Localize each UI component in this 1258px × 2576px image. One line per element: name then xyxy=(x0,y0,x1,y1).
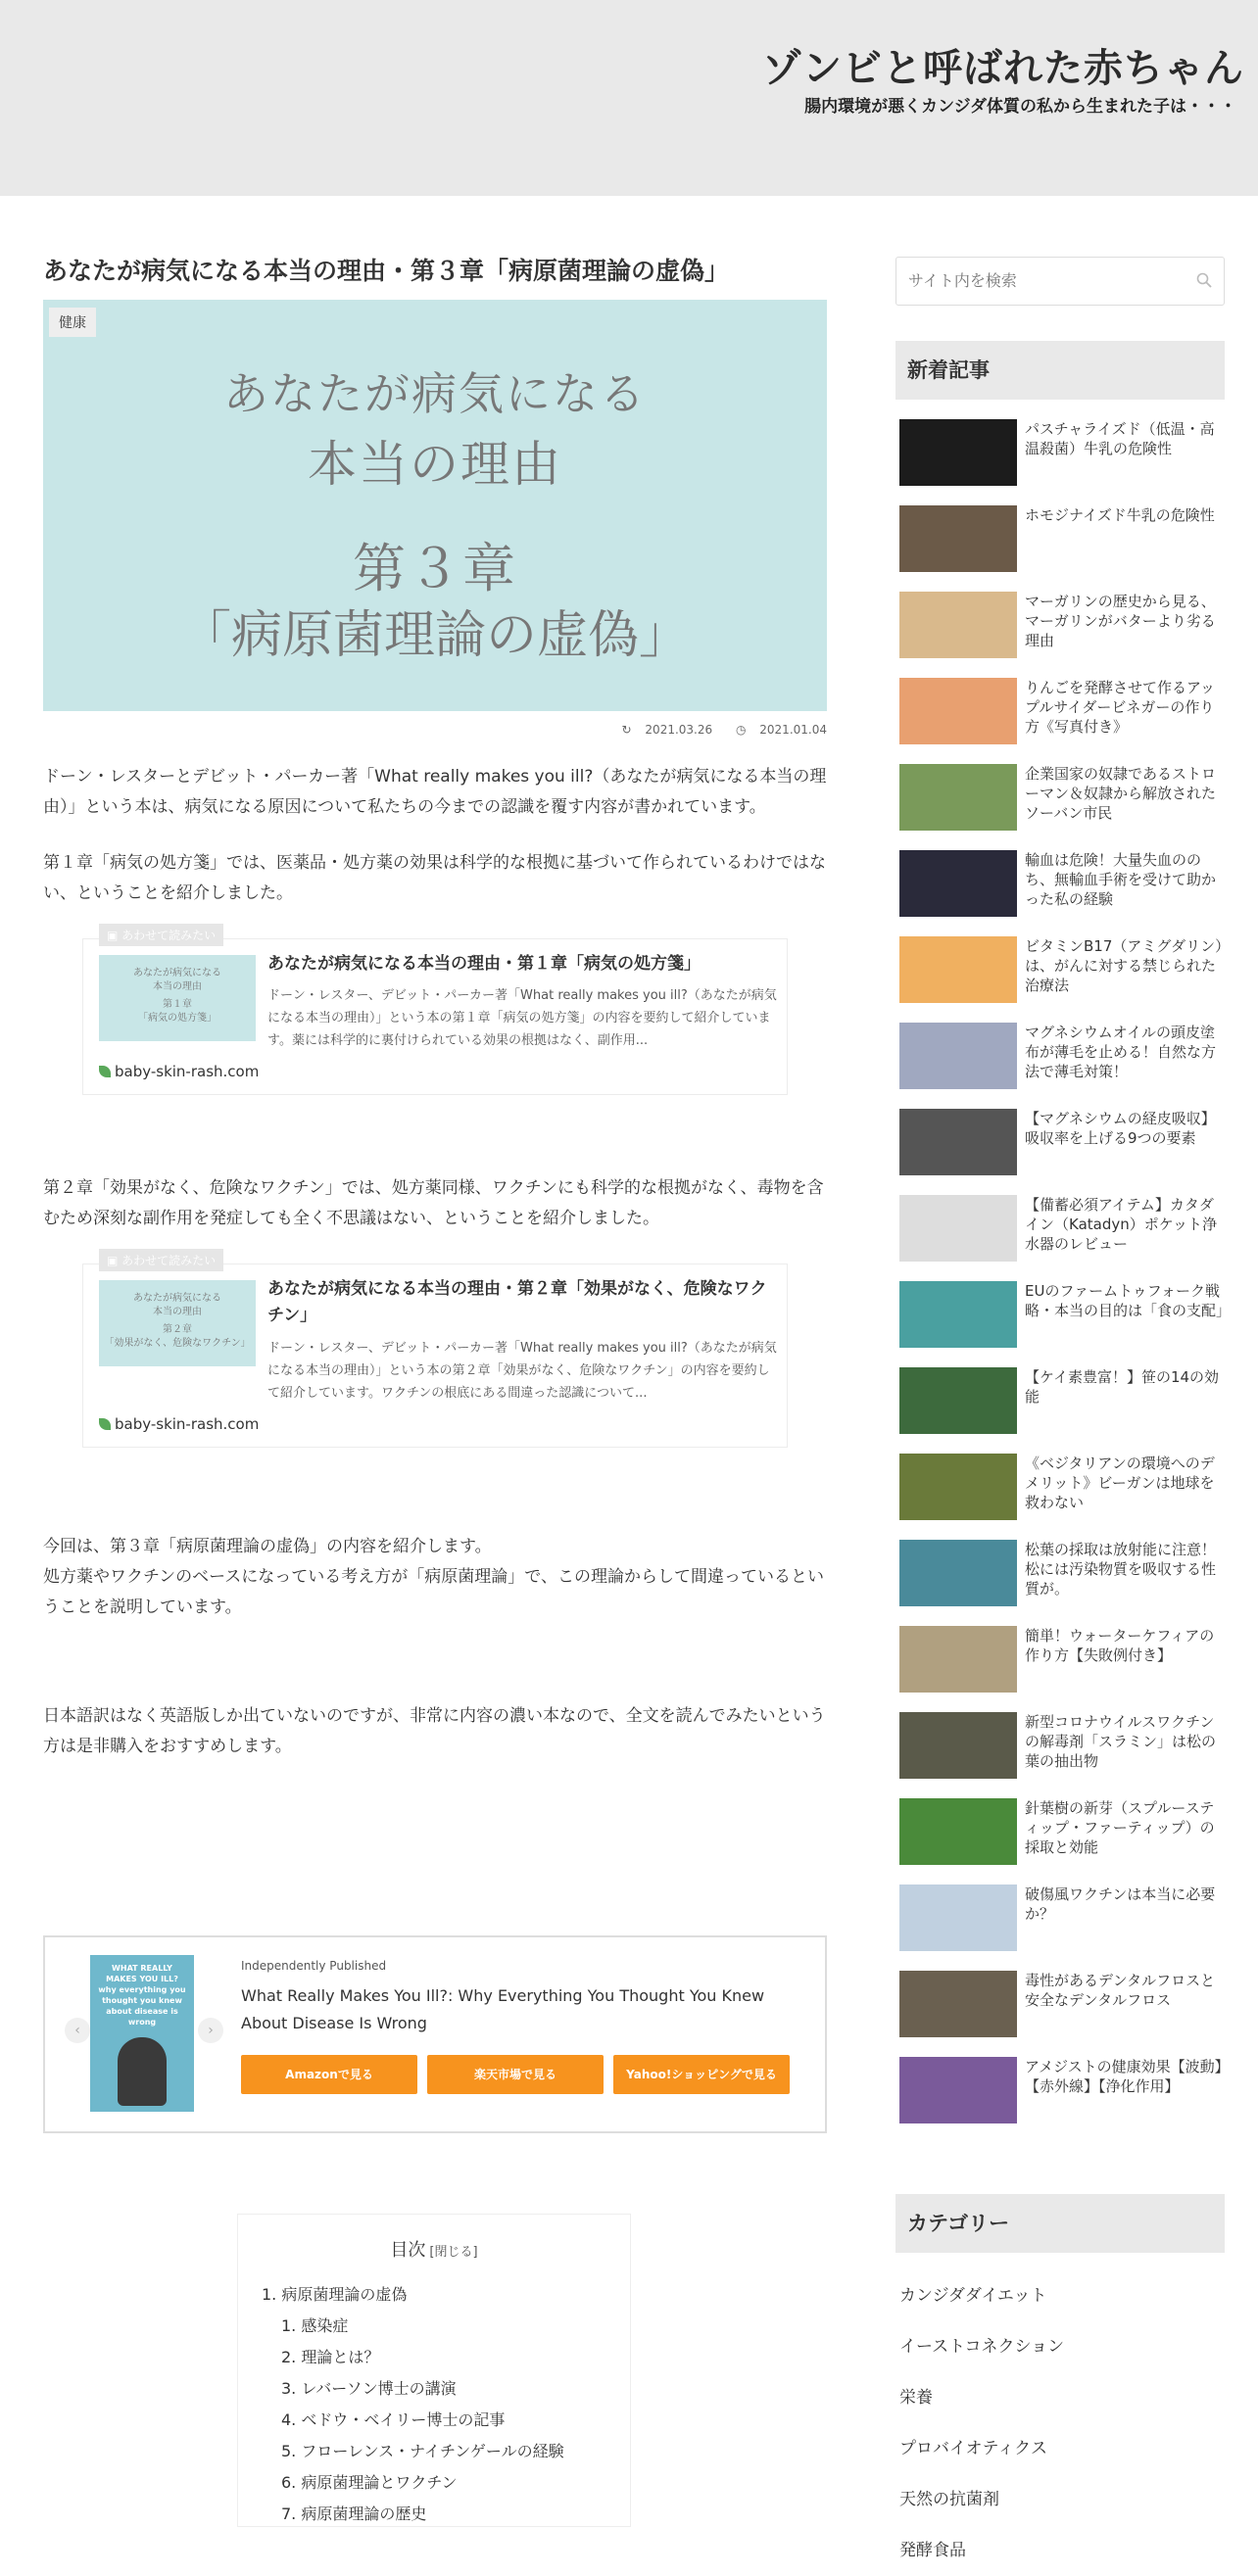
recent-post-item[interactable] xyxy=(895,936,1225,1023)
recent-post-title[interactable]: ホモジナイズド牛乳の危険性 xyxy=(1025,506,1215,524)
recent-post-title[interactable]: 破傷風ワクチンは本当に必要か？ xyxy=(1025,1885,1216,1923)
recent-post-item[interactable] xyxy=(895,1798,1225,1884)
recent-post-item[interactable] xyxy=(895,1540,1225,1626)
recent-post-title[interactable]: 【マグネシウムの経皮吸収】吸収率を上げる9つの要素 xyxy=(1025,1110,1216,1147)
blog-card-site: baby-skin-rash.com xyxy=(99,1415,259,1433)
recent-post-title[interactable]: マーガリンの歴史から見る、マーガリンがバターより劣る理由 xyxy=(1025,593,1216,649)
entry-title: あなたが病気になる本当の理由・第３章「病原菌理論の虚偽」 xyxy=(43,257,730,285)
eyecatch-image xyxy=(43,300,827,711)
recent-post-item[interactable] xyxy=(895,764,1225,850)
recent-post-item[interactable] xyxy=(895,1367,1225,1454)
related-label: ▣ あわせて読みたい xyxy=(99,924,223,946)
blog-card-thumbnail: あなたが病気になる 本当の理由 第１章 「病気の処方箋」 xyxy=(99,955,256,1041)
recent-post-thumbnail[interactable] xyxy=(899,678,1017,744)
toc-list xyxy=(262,2279,630,2530)
category-link[interactable]: イーストコネクション xyxy=(899,2337,1065,2357)
statue-image xyxy=(118,2037,167,2106)
recent-post-thumbnail[interactable] xyxy=(899,505,1017,572)
recent-post-title[interactable]: EUのファームトゥフォーク戦略・本当の目的は「食の支配」 xyxy=(1025,1282,1232,1319)
category-link[interactable]: プロバイオティクス xyxy=(899,2439,1047,2458)
recent-post-title[interactable]: 毒性があるデンタルフロスと安全なデンタルフロス xyxy=(1025,1972,1216,2009)
product-publisher: Independently Published xyxy=(241,1959,387,1973)
recent-posts-heading: 新着記事 xyxy=(895,341,1225,400)
amazon-button[interactable]: Amazonで見る xyxy=(241,2055,417,2094)
recent-post-item[interactable] xyxy=(895,1626,1225,1712)
recent-post-item[interactable] xyxy=(895,592,1225,678)
recent-post-item[interactable] xyxy=(895,850,1225,936)
rakuten-button[interactable]: 楽天市場で見る xyxy=(427,2055,604,2094)
recent-post-title[interactable]: 新型コロナウイルスワクチンの解毒剤「スラミン」は松の葉の抽出物 xyxy=(1025,1713,1217,1770)
chevron-left-icon[interactable]: ‹ xyxy=(65,2018,90,2043)
clock-icon: ◷ xyxy=(735,723,747,737)
blog-card[interactable] xyxy=(82,1254,788,1448)
toc-item[interactable]: 3. レバーソン博士の講演 xyxy=(281,2379,457,2398)
recent-post-thumbnail[interactable] xyxy=(899,1367,1017,1434)
recent-post-thumbnail[interactable] xyxy=(899,1023,1017,1089)
blog-card-thumbnail: あなたが病気になる 本当の理由 第２章 「効果がなく、危険なワクチン」 xyxy=(99,1280,256,1366)
category-link[interactable]: カンジダダイエット xyxy=(899,2286,1047,2306)
categories-heading: カテゴリー xyxy=(895,2194,1225,2253)
recent-post-item[interactable] xyxy=(895,1109,1225,1195)
published-date: ◷ 2021.01.04 xyxy=(735,723,827,737)
leaf-icon xyxy=(99,1066,111,1077)
recent-post-thumbnail[interactable] xyxy=(899,1971,1017,2037)
product-title[interactable]: What Really Makes You Ill?: Why Everything You Thought You Knew About Disease Is Wrong xyxy=(241,1986,765,2032)
leaf-icon xyxy=(99,1418,111,1430)
toc-item[interactable]: 5. フローレンス・ナイチンゲールの経験 xyxy=(281,2442,564,2460)
recent-post-title[interactable]: りんごを発酵させて作るアップルサイダービネガーの作り方《写真付き》 xyxy=(1025,679,1215,736)
toc-item[interactable]: 2. 理論とは？ xyxy=(281,2348,380,2366)
eyecatch-line: あなたが病気になる xyxy=(223,367,647,420)
paragraph: 日本語訳はなく英語版しか出ていないのですが、非常に内容の濃い本なので、全文を読んでみたいという方は是非購入をおすすめします。 xyxy=(43,1706,826,1756)
site-title[interactable]: ゾンビと呼ばれた赤ちゃん xyxy=(762,46,1244,91)
search-icon[interactable] xyxy=(1196,272,1212,288)
recent-post-thumbnail[interactable] xyxy=(899,1195,1017,1262)
recent-post-thumbnail[interactable] xyxy=(899,850,1017,917)
recent-post-title[interactable]: 企業国家の奴隷であるストローマン＆奴隷から解放されたソーバン市民 xyxy=(1025,765,1217,822)
recent-post-item[interactable] xyxy=(895,1971,1225,2057)
search-input[interactable] xyxy=(908,258,1192,303)
recent-post-title[interactable]: 輸血は危険！大量失血ののち、無輸血手術を受けて助かった私の経験 xyxy=(1025,851,1217,908)
yahoo-shopping-button[interactable]: Yahoo!ショッピングで見る xyxy=(613,2055,790,2094)
site-header xyxy=(0,0,1258,196)
site-description: 腸内環境が悪くカンジダ体質の私から生まれた子は・・・ xyxy=(804,97,1236,117)
blog-card[interactable] xyxy=(82,929,788,1095)
paragraph: 第２章「効果がなく、危険なワクチン」では、処方薬同様、ワクチンにも科学的な根拠がなく、毒物を含むため深刻な副作用を発症しても全く不思議はない、ということを紹介しました。 xyxy=(43,1178,824,1228)
recent-post-title[interactable]: マグネシウムオイルの頭皮塗布が薄毛を止める！自然な方法で薄毛対策！ xyxy=(1025,1024,1217,1080)
category-badge[interactable]: 健康 xyxy=(49,308,96,337)
recent-post-item[interactable] xyxy=(895,1023,1225,1109)
paragraph: 第１章「病気の処方箋」では、医薬品・処方薬の効果は科学的な根拠に基づいて作られているわけではない、ということを紹介しました。 xyxy=(43,853,826,903)
recent-post-item[interactable] xyxy=(895,1712,1225,1798)
paragraph: 処方薬やワクチンのベースになっている考え方が「病原菌理論」で、この理論からして間違っているということを説明しています。 xyxy=(43,1567,824,1617)
eyecatch-line: 第３章 xyxy=(353,538,517,599)
toc-item[interactable]: 7. 病原菌理論の歴史 xyxy=(281,2504,427,2523)
toc-toggle[interactable]: [閉じる] xyxy=(429,2245,478,2260)
recent-post-title[interactable]: 《ベジタリアンの環境へのデメリット》ビーガンは地球を救わない xyxy=(1025,1455,1215,1511)
blog-card-site: baby-skin-rash.com xyxy=(99,1063,259,1080)
category-link[interactable]: 栄養 xyxy=(899,2388,933,2408)
recent-post-item[interactable] xyxy=(895,2057,1225,2143)
recent-post-thumbnail[interactable] xyxy=(899,2057,1017,2123)
recent-post-title[interactable]: 簡単！ウォーターケフィアの作り方【失敗例付き】 xyxy=(1025,1627,1215,1664)
recent-post-item[interactable] xyxy=(895,678,1225,764)
recent-post-title[interactable]: 【備蓄必須アイテム】カタダイン（Katadyn）ポケット浄水器のレビュー xyxy=(1025,1196,1217,1253)
recent-post-thumbnail[interactable] xyxy=(899,592,1017,658)
blog-card-title: あなたが病気になる本当の理由・第２章「効果がなく、危険なワクチン」 xyxy=(267,1279,767,1325)
eyecatch-line: 本当の理由 xyxy=(308,436,562,493)
search-box xyxy=(895,257,1225,306)
recent-post-thumbnail[interactable] xyxy=(899,1712,1017,1779)
blog-card-title: あなたが病気になる本当の理由・第１章「病気の処方箋」 xyxy=(267,954,701,974)
toc-item[interactable]: 6. 病原菌理論とワクチン xyxy=(281,2473,458,2492)
recent-post-title[interactable]: ビタミンB17（アミグダリン）は、がんに対する禁じられた治療法 xyxy=(1025,937,1223,994)
recent-post-thumbnail[interactable] xyxy=(899,936,1017,1003)
main-content xyxy=(43,253,827,1762)
blog-card-snippet: ドーン・レスター、デビット・パーカー著「What really makes you ill?（あなたが病気になる本当の理由）」という本の第２章「効果がなく、危険なワクチン」の内容を要約して紹介しています。ワクチンの根底にある間違った認識について... xyxy=(267,1341,777,1401)
recent-post-thumbnail[interactable] xyxy=(899,1281,1017,1348)
book-cover-image[interactable]: WHAT REALLY MAKES YOU ILL? why everything you thought you knew about disease is wrong xyxy=(90,1955,194,2112)
recent-post-thumbnail[interactable] xyxy=(899,1884,1017,1951)
paragraph: 今回は、第３章「病原菌理論の虚偽」の内容を紹介します。 xyxy=(43,1537,492,1556)
product-box xyxy=(43,1935,827,2133)
recent-post-item[interactable] xyxy=(895,419,1225,505)
eyecatch-line: 「病原菌理論の虚偽」 xyxy=(179,606,690,665)
related-label: ▣ あわせて読みたい xyxy=(99,1249,223,1271)
table-of-contents xyxy=(237,2214,631,2527)
recent-post-thumbnail[interactable] xyxy=(899,764,1017,831)
updated-date: ↻ 2021.03.26 xyxy=(621,723,713,737)
recent-post-title[interactable]: パスチャライズド（低温・高温殺菌）牛乳の危険性 xyxy=(1025,420,1215,457)
category-list xyxy=(895,2270,1225,2576)
recent-post-item[interactable] xyxy=(895,1884,1225,1971)
refresh-icon: ↻ xyxy=(621,723,632,737)
recent-post-thumbnail[interactable] xyxy=(899,419,1017,486)
chevron-right-icon[interactable]: › xyxy=(198,2018,223,2043)
category-link[interactable]: 発酵食品 xyxy=(899,2541,966,2560)
paragraph: ドーン・レスターとデビット・パーカー著「What really makes you ill?（あなたが病気になる本当の理由）」という本は、病気になる原因について私たちの今までの認識を覆す内容が書かれています。 xyxy=(43,767,827,817)
toc-item[interactable]: 1. 病原菌理論の虚偽 xyxy=(262,2285,408,2304)
recent-post-thumbnail[interactable] xyxy=(899,1798,1017,1865)
category-link[interactable]: 天然の抗菌剤 xyxy=(899,2490,999,2509)
recent-post-thumbnail[interactable] xyxy=(899,1540,1017,1606)
recent-post-thumbnail[interactable] xyxy=(899,1626,1017,1693)
toc-item[interactable]: 1. 感染症 xyxy=(281,2316,349,2335)
recent-posts-list xyxy=(895,419,1232,2143)
toc-item[interactable]: 4. ベドウ・ベイリー博士の記事 xyxy=(281,2410,506,2429)
recent-post-title[interactable]: アメジストの健康効果【波動】【赤外線】【浄化作用】 xyxy=(1025,2058,1223,2095)
recent-post-title[interactable]: 【ケイ素豊富！】笹の14の効能 xyxy=(1025,1368,1220,1406)
recent-post-item[interactable] xyxy=(895,1454,1225,1540)
recent-post-item[interactable] xyxy=(895,1195,1225,1281)
recent-post-title[interactable]: 針葉樹の新芽（スプルースティップ・ファーティップ）の採取と効能 xyxy=(1025,1799,1215,1856)
recent-post-thumbnail[interactable] xyxy=(899,1109,1017,1175)
blog-card-snippet: ドーン・レスター、デビット・パーカー著「What really makes you ill?（あなたが病気になる本当の理由）」という本の第１章「病気の処方箋」の内容を要約して紹介しています。薬には科学的に裏付けられている効果の根拠はなく、副作用... xyxy=(267,988,777,1048)
recent-post-thumbnail[interactable] xyxy=(899,1454,1017,1520)
recent-post-item[interactable] xyxy=(895,1281,1232,1367)
recent-post-title[interactable]: 松葉の採取は放射能に注意！松には汚染物質を吸収する性質が。 xyxy=(1025,1541,1217,1598)
post-dates xyxy=(43,723,827,740)
toc-heading: 目次 [閉じる] xyxy=(390,2240,478,2261)
sidebar xyxy=(895,257,1232,2576)
recent-post-item[interactable] xyxy=(895,505,1225,592)
